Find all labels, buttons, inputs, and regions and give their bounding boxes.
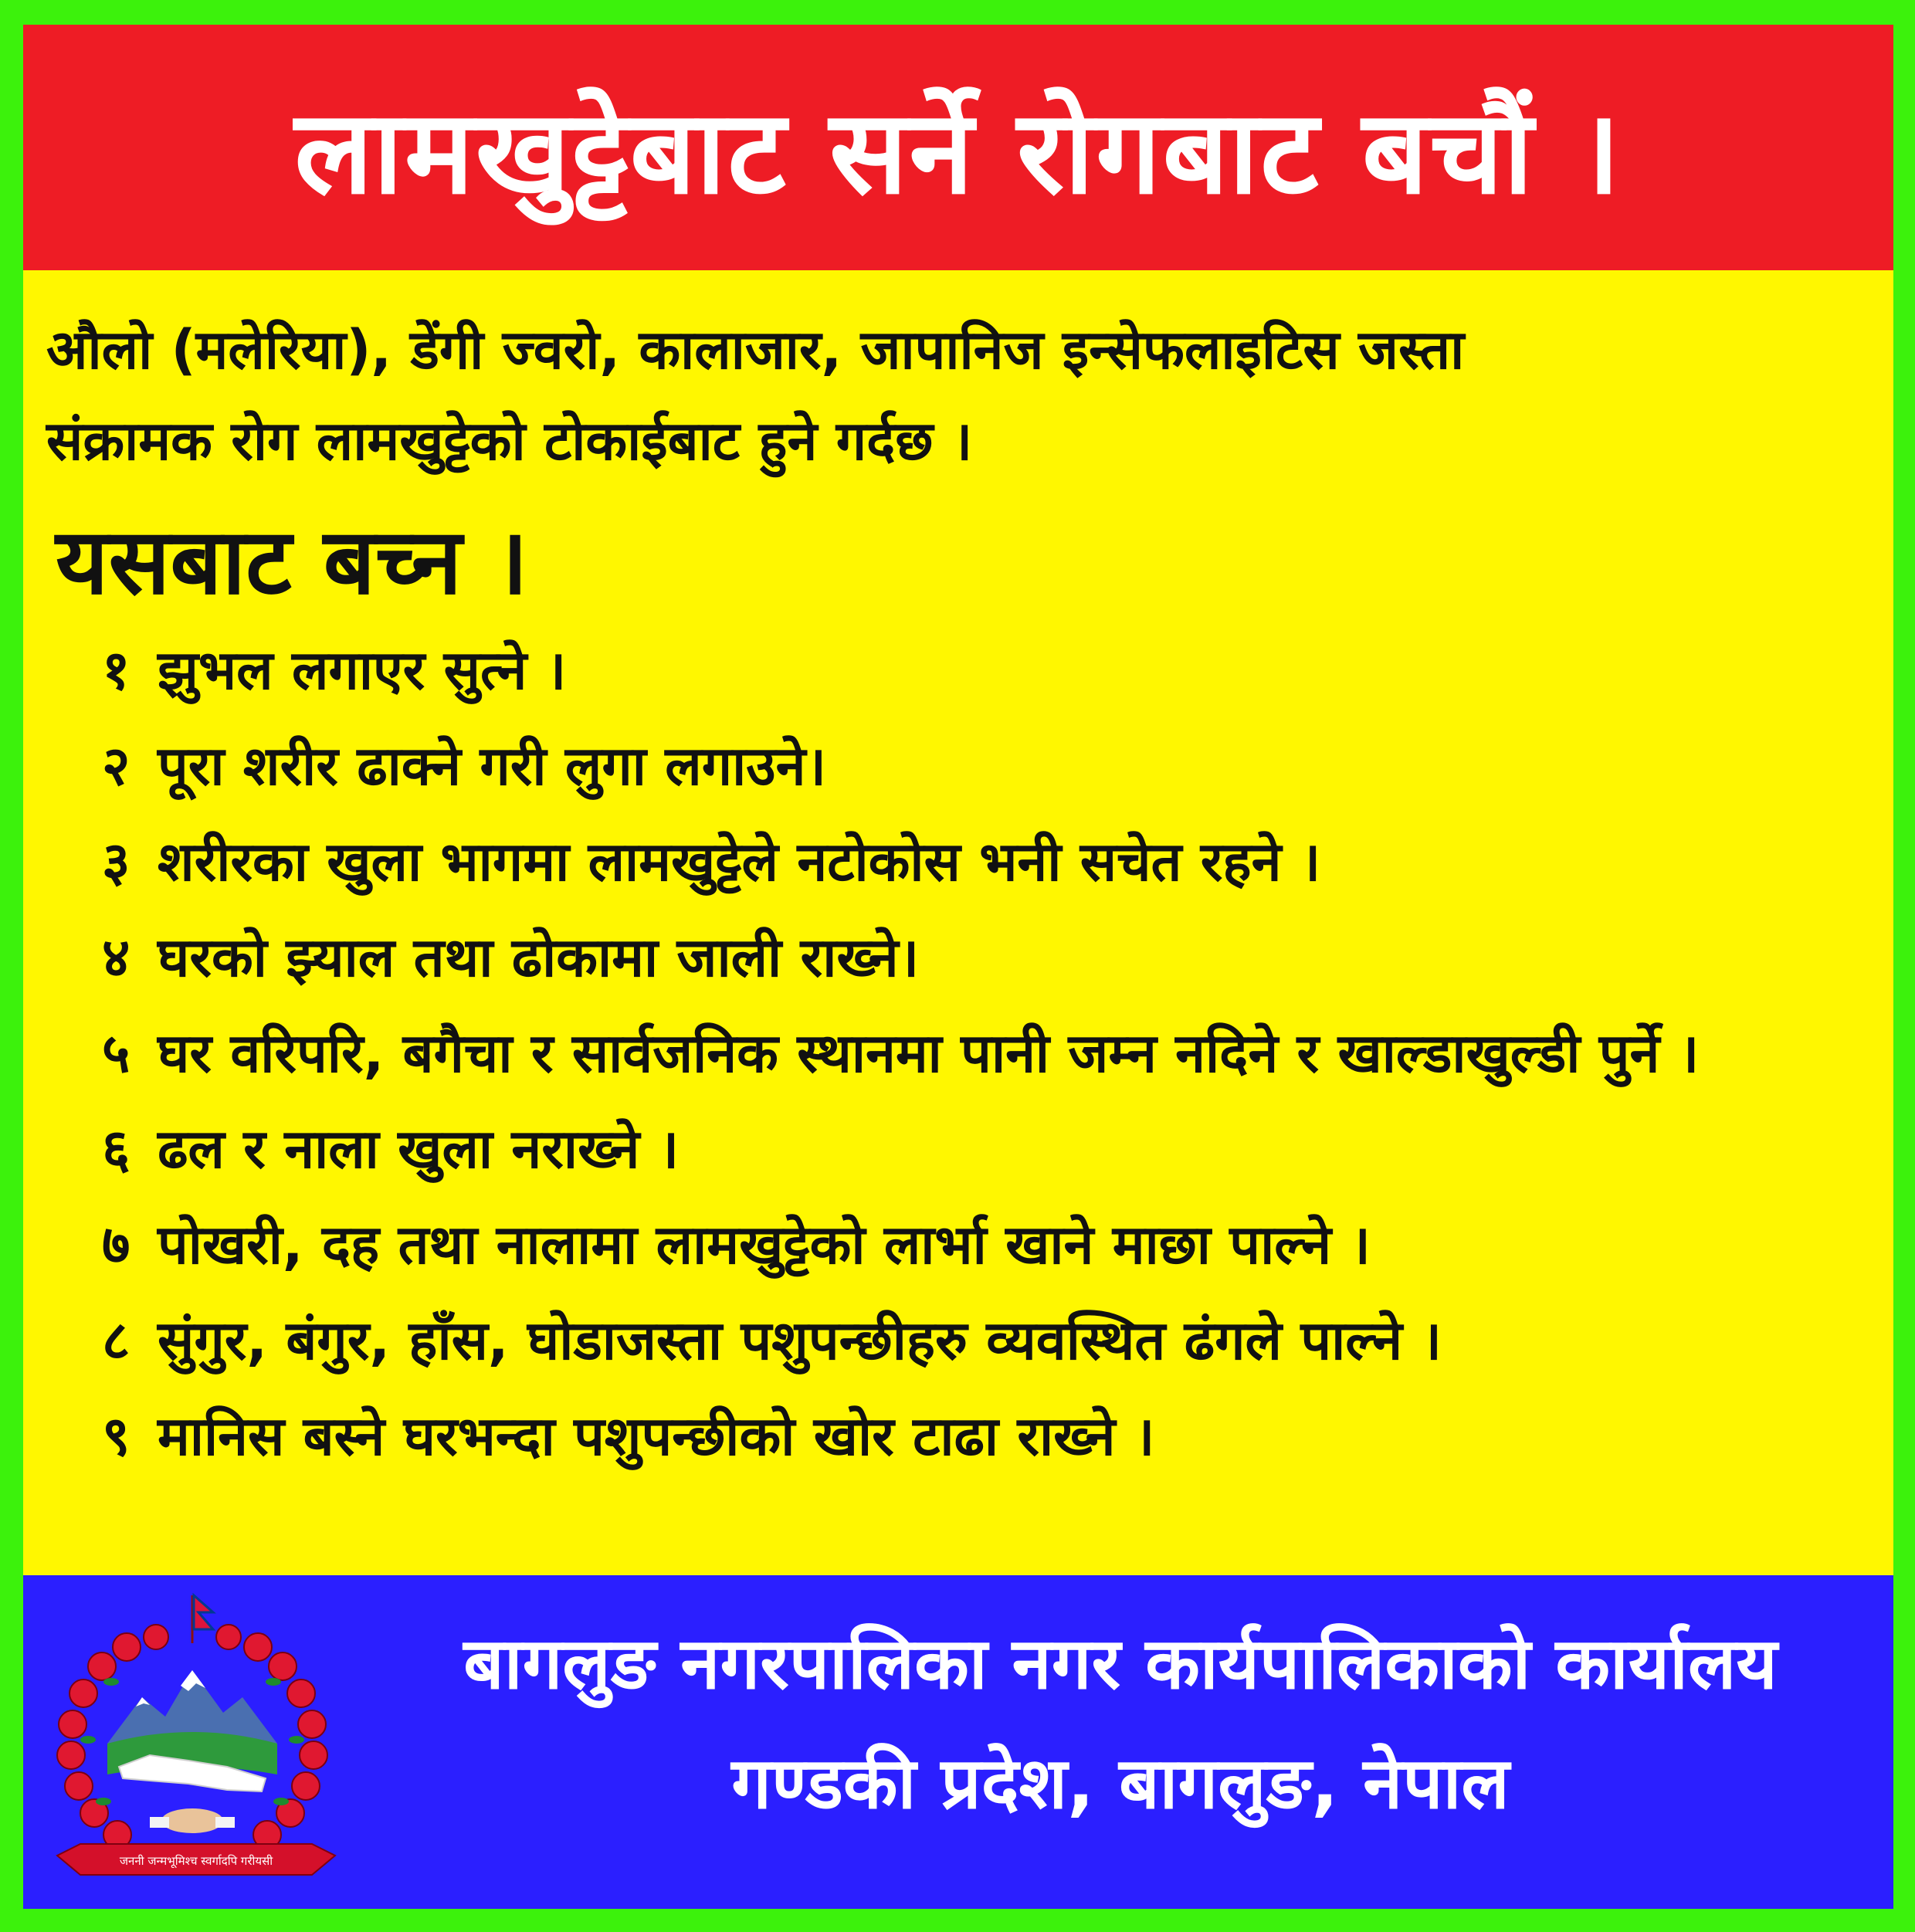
list-item [102,1388,1870,1484]
item-text: घरको झ्याल तथा ढोकामा जाली राख्ने। [158,926,920,989]
emblem-motto: जननी जन्मभूमिश्च स्वर्गादपि गरीयसी [119,1854,273,1868]
item-text: मानिस बस्ने घरभन्दा पशुपन्छीको खोर टाढा राख्ने । [158,1405,1155,1468]
poster-title: लामखुट्टेबाट सर्ने रोगबाट बचौं । [294,86,1622,220]
list-item [102,622,1870,718]
item-number: १ [102,639,130,702]
content-area [23,270,1893,1575]
list-item [102,1293,1870,1388]
nepal-emblem-icon [34,1589,358,1898]
item-number: ८ [102,1309,130,1372]
item-text: शरीरका खुला भागमा लामखुट्टेले नटोकोस भनी सचेत रहने । [158,830,1321,893]
prevention-list [46,622,1870,1484]
item-number: ४ [102,926,130,989]
item-number: ६ [102,1117,130,1181]
list-item [102,1197,1870,1293]
intro-paragraph [46,304,1870,486]
item-number: २ [102,734,130,798]
item-number: ५ [102,1022,130,1085]
item-text: घर वरिपरि, बगैचा र सार्वजनिक स्थानमा पानी जम्न नदिने र खाल्डाखुल्डी पुर्ने । [158,1022,1700,1085]
title-band [23,25,1893,270]
item-text: झुभल लगाएर सुत्ने । [158,639,567,702]
list-item [102,718,1870,814]
item-text: सुंगुर, बंगुर, हाँस, घोडाजस्ता पशुपन्छीहरु व्यवस्थित ढंगले पाल्ने । [158,1309,1442,1372]
footer-band [23,1575,1893,1909]
item-number: ९ [102,1405,130,1468]
intro-line-2: संक्रामक रोग लामखुट्टेको टोकाईबाट हुने गर्दछ । [46,409,973,473]
item-text: ढल र नाला खुला नराख्ने । [158,1117,680,1181]
list-item [102,814,1870,910]
list-item [102,910,1870,1005]
item-text: पूरा शरीर ढाक्ने गरी लुगा लगाउने। [158,734,827,798]
office-name [363,1606,1878,1846]
list-item [102,1101,1870,1197]
item-text: पोखरी, दह तथा नालामा लामखुट्टेको लार्भा खाने माछा पाल्ने । [158,1213,1371,1276]
list-item [102,1005,1870,1101]
item-number: ३ [102,830,130,893]
intro-line-1: औलो (मलेरिया), डेंगी ज्वरो, कालाजार, जापानिज इन्सेफलाइटिस जस्ता [46,318,1465,381]
poster-inner [23,25,1893,1909]
prevention-heading: यसबाट बच्न । [56,508,529,615]
item-number: ७ [102,1213,130,1276]
office-address: गण्डकी प्रदेश, बागलुङ, नेपाल [731,1742,1510,1825]
office-name-line-1: बागलुङ नगरपालिका नगर कार्यपालिकाको कार्यालय [463,1622,1778,1705]
